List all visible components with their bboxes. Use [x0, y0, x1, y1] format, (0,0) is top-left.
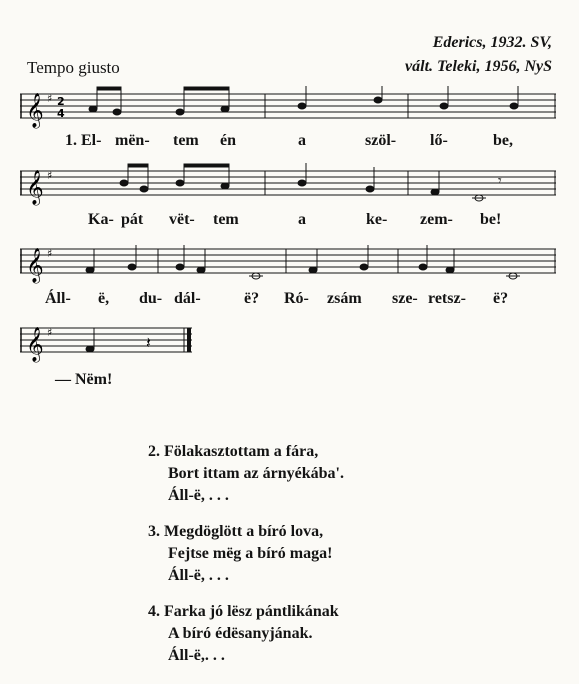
lyric-2: zem- [420, 211, 453, 228]
sharp-icon: ♯ [47, 169, 53, 182]
verse-line: Megdöglött a bíró lova, [164, 523, 324, 540]
lyric-1: a [298, 132, 306, 149]
lyric-2: tem [213, 211, 239, 228]
lyric-2: ke- [366, 211, 388, 228]
lyric-3: du- [139, 290, 163, 307]
lyric-3: Ró- [284, 290, 309, 307]
sharp-icon: ♯ [47, 92, 53, 105]
tempo-marking: Tempo giusto [27, 58, 120, 77]
lyric-1: lő- [430, 132, 448, 149]
sharp-icon: ♯ [47, 326, 53, 339]
verse-line: Bort ittam az árnyékába'. [168, 465, 344, 482]
svg-text:4: 4 [57, 107, 65, 120]
verse-line: Áll-ë, . . . [168, 567, 229, 584]
lyric-3: ë? [244, 290, 260, 307]
lyric-2: a [298, 211, 306, 228]
rest-icon: 𝄽 [146, 333, 151, 352]
verse-line: Fejtse mëg a bíró maga! [168, 545, 333, 562]
sharp-icon: ♯ [47, 247, 53, 260]
lyric-3: ë? [493, 290, 509, 307]
verse-number: 2. [148, 443, 160, 460]
treble-clef-icon: 𝄞 [26, 170, 44, 205]
lyric-3: ë, [98, 290, 110, 307]
verse-number: 3. [148, 523, 160, 540]
lyric-2: vët- [169, 211, 195, 228]
treble-clef-icon: 𝄞 [26, 327, 44, 362]
verse-line: Áll-ë, . . . [168, 487, 229, 504]
svg-text:2: 2 [57, 95, 65, 108]
lyric-1: szöl- [365, 132, 397, 149]
verse-line: Fölakasztottam a fára, [164, 443, 319, 460]
music-staff-3 [20, 241, 560, 291]
music-staff-2 [20, 163, 560, 213]
verse-2 [148, 441, 344, 507]
lyric-3: retsz- [428, 290, 466, 307]
music-staff-1 [20, 86, 560, 136]
verse-4 [148, 601, 339, 667]
rest-icon: 𝄾 [498, 173, 502, 189]
lyric-3: sze- [392, 290, 418, 307]
verse-number: 4. [148, 603, 160, 620]
verse-line: Farka jó lësz pántlikának [164, 603, 339, 620]
source-line-1: Ederics, 1932. SV, [432, 34, 552, 51]
lyric-3: Áll- [45, 290, 71, 307]
music-staff-4 [20, 320, 200, 370]
source-line-2: vált. Teleki, 1956, NyS [405, 58, 552, 75]
treble-clef-icon: 𝄞 [26, 93, 44, 128]
lyric-1: 1. El- [65, 132, 102, 149]
lyric-2: Ka- [88, 211, 114, 228]
lyric-3: dál- [174, 290, 201, 307]
lyric-2: be! [480, 211, 502, 228]
lyric-1: be, [493, 132, 513, 149]
lyric-1: tem [173, 132, 199, 149]
final-barline [187, 328, 191, 352]
verse-3 [148, 521, 332, 587]
lyric-1: mën- [115, 132, 150, 149]
lyric-4: — Nëm! [55, 371, 113, 388]
lyric-3: zsám [327, 290, 362, 307]
verse-line: A bíró édësanyjának. [168, 625, 313, 642]
treble-clef-icon: 𝄞 [26, 248, 44, 283]
verse-line: Áll-ë,. . . [168, 647, 225, 664]
lyric-2: pát [121, 211, 144, 228]
lyric-1: én [220, 132, 236, 149]
